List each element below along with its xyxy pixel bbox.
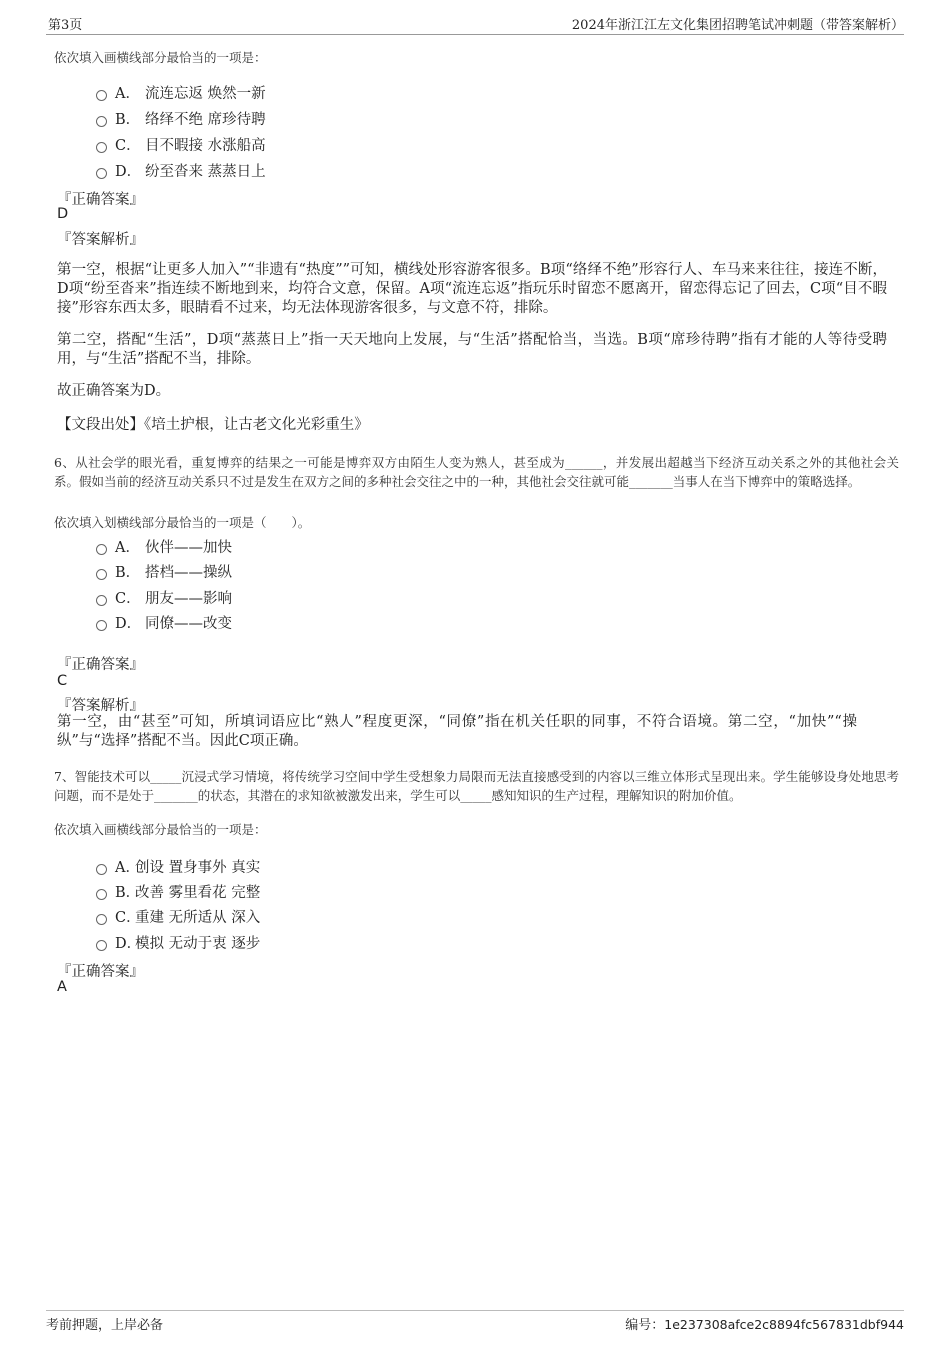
q6-option-c[interactable] — [96, 587, 232, 608]
option-letter: D． — [115, 936, 142, 952]
option-letter: D． — [115, 616, 142, 632]
radio-icon[interactable] — [96, 864, 107, 875]
footer-slogan: 考前押题，上岸必备 — [46, 1318, 164, 1333]
q7-option-b[interactable] — [96, 881, 260, 902]
q7-answer: A — [57, 979, 67, 995]
q5-analysis-conclusion: 故正确答案为D。 — [57, 383, 171, 399]
q6-prompt: 依次填入划横线部分最恰当的一项是（ ）。 — [54, 515, 311, 530]
q6-analysis-label: 『答案解析』 — [57, 698, 144, 714]
q5-option-b[interactable] — [96, 108, 266, 129]
radio-icon[interactable] — [96, 142, 107, 153]
option-text: 络绎不绝 席珍待聘 — [145, 112, 266, 128]
option-letter: B． — [115, 885, 141, 901]
q6-answer: C — [57, 673, 68, 689]
q7-stem: 7、智能技术可以_____沉浸式学习情境，将传统学习空间中学生受想象力局限而无法直接感受到的内容以三维立体形式呈现出来。学生能够设身处地思考问题，而不是处于_______的状态，其潜在的求知欲被激发出来，学生可以_____感知知识的生产过程，理解知识的附加价值。 — [54, 769, 899, 803]
footer-divider — [46, 1310, 904, 1311]
option-letter: C． — [115, 138, 141, 154]
radio-icon[interactable] — [96, 620, 107, 631]
option-text: 创设 置身事外 真实 — [135, 860, 261, 876]
q5-analysis-label: 『答案解析』 — [57, 232, 144, 248]
q7-option-d[interactable] — [96, 932, 260, 953]
q7-option-a[interactable] — [96, 856, 260, 877]
q6-stem: 6、从社会学的眼光看，重复博弈的结果之一可能是博弈双方由陌生人变为熟人，甚至成为______，并发展出超越当下经济互动关系之外的其他社会关系。假如当前的经济互动关系只不过是发生在双方之间的多种社会交往之中的一种，其他社会交往就可能_______当事人在当下博弈中的策略选择。 — [54, 455, 899, 489]
option-text: 朋友——影响 — [145, 591, 232, 607]
q7-prompt: 依次填入画横线部分最恰当的一项是： — [54, 822, 267, 837]
option-letter: A． — [115, 86, 140, 102]
document-title: 2024年浙江江左文化集团招聘笔试冲刺题（带答案解析） — [571, 18, 904, 33]
radio-icon[interactable] — [96, 914, 107, 925]
q5-answer: D — [57, 206, 69, 222]
page-number: 第3页 — [48, 18, 83, 33]
header-divider — [46, 34, 904, 35]
option-text: 同僚——改变 — [145, 616, 232, 632]
option-letter: D． — [115, 164, 142, 180]
radio-icon[interactable] — [96, 889, 107, 900]
radio-icon[interactable] — [96, 168, 107, 179]
q5-option-c[interactable] — [96, 134, 266, 155]
q6-analysis: 第一空，由“甚至”可知，所填词语应比“熟人”程度更深，“同僚”指在机关任职的同事，不符合语境。第二空，“加快”“操纵”与“选择”搭配不当。因此C项正确。 — [57, 714, 857, 749]
option-text: 伙伴——加快 — [145, 540, 232, 556]
serial-number: 1e237308afce2c8894fc567831dbf944 — [664, 1317, 904, 1332]
q5-analysis-paragraph-2: 第二空，搭配“生活”，D项“蒸蒸日上”指一天天地向上发展，与“生活”搭配恰当，当选。B项“席珍待聘”指有才能的人等待受聘用，与“生活”搭配不当，排除。 — [57, 332, 887, 367]
option-text: 模拟 无动于衷 逐步 — [135, 936, 261, 952]
serial-label: 编号： — [625, 1318, 665, 1333]
q6-option-a[interactable] — [96, 536, 232, 557]
option-letter: C． — [115, 591, 141, 607]
radio-icon[interactable] — [96, 116, 107, 127]
radio-icon[interactable] — [96, 940, 107, 951]
option-text: 纷至沓来 蒸蒸日上 — [145, 164, 266, 180]
q5-option-a[interactable] — [96, 82, 266, 103]
option-text: 重建 无所适从 深入 — [135, 910, 261, 926]
option-letter: A． — [115, 540, 140, 556]
q6-option-b[interactable] — [96, 561, 232, 582]
q6-answer-label: 『正确答案』 — [57, 657, 144, 673]
radio-icon[interactable] — [96, 595, 107, 606]
radio-icon[interactable] — [96, 544, 107, 555]
q5-option-d[interactable] — [96, 160, 266, 181]
option-letter: B． — [115, 112, 141, 128]
q5-source: 【文段出处】《培土护根，让古老文化光彩重生》 — [57, 417, 369, 433]
radio-icon[interactable] — [96, 569, 107, 580]
radio-icon[interactable] — [96, 90, 107, 101]
option-letter: C． — [115, 910, 141, 926]
q5-prompt: 依次填入画横线部分最恰当的一项是： — [54, 50, 267, 65]
q7-option-c[interactable] — [96, 906, 260, 927]
q5-answer-label: 『正确答案』 — [57, 192, 144, 208]
option-text: 目不暇接 水涨船高 — [145, 138, 266, 154]
option-text: 改善 雾里看花 完整 — [135, 885, 261, 901]
option-letter: B． — [115, 565, 141, 581]
q6-option-d[interactable] — [96, 612, 232, 633]
option-text: 搭档——操纵 — [145, 565, 232, 581]
q7-answer-label: 『正确答案』 — [57, 964, 144, 980]
option-letter: A． — [115, 860, 140, 876]
document-serial — [625, 1314, 904, 1333]
q5-analysis-paragraph-1: 第一空，根据“让更多人加入”“非遗有“热度””可知，横线处形容游客很多。B项“络绎不绝”形容行人、车马来来往往，接连不断，D项“纷至沓来”指连续不断地到来，均符合文意，保留。A项“流连忘返”指玩乐时留恋不愿离开，留恋得忘记了回去，C项“目不暇接”形容东西太多，眼睛看不过来，均无法体现游客很多，与文意不符，排除。 — [57, 262, 887, 316]
option-text: 流连忘返 焕然一新 — [145, 86, 266, 102]
